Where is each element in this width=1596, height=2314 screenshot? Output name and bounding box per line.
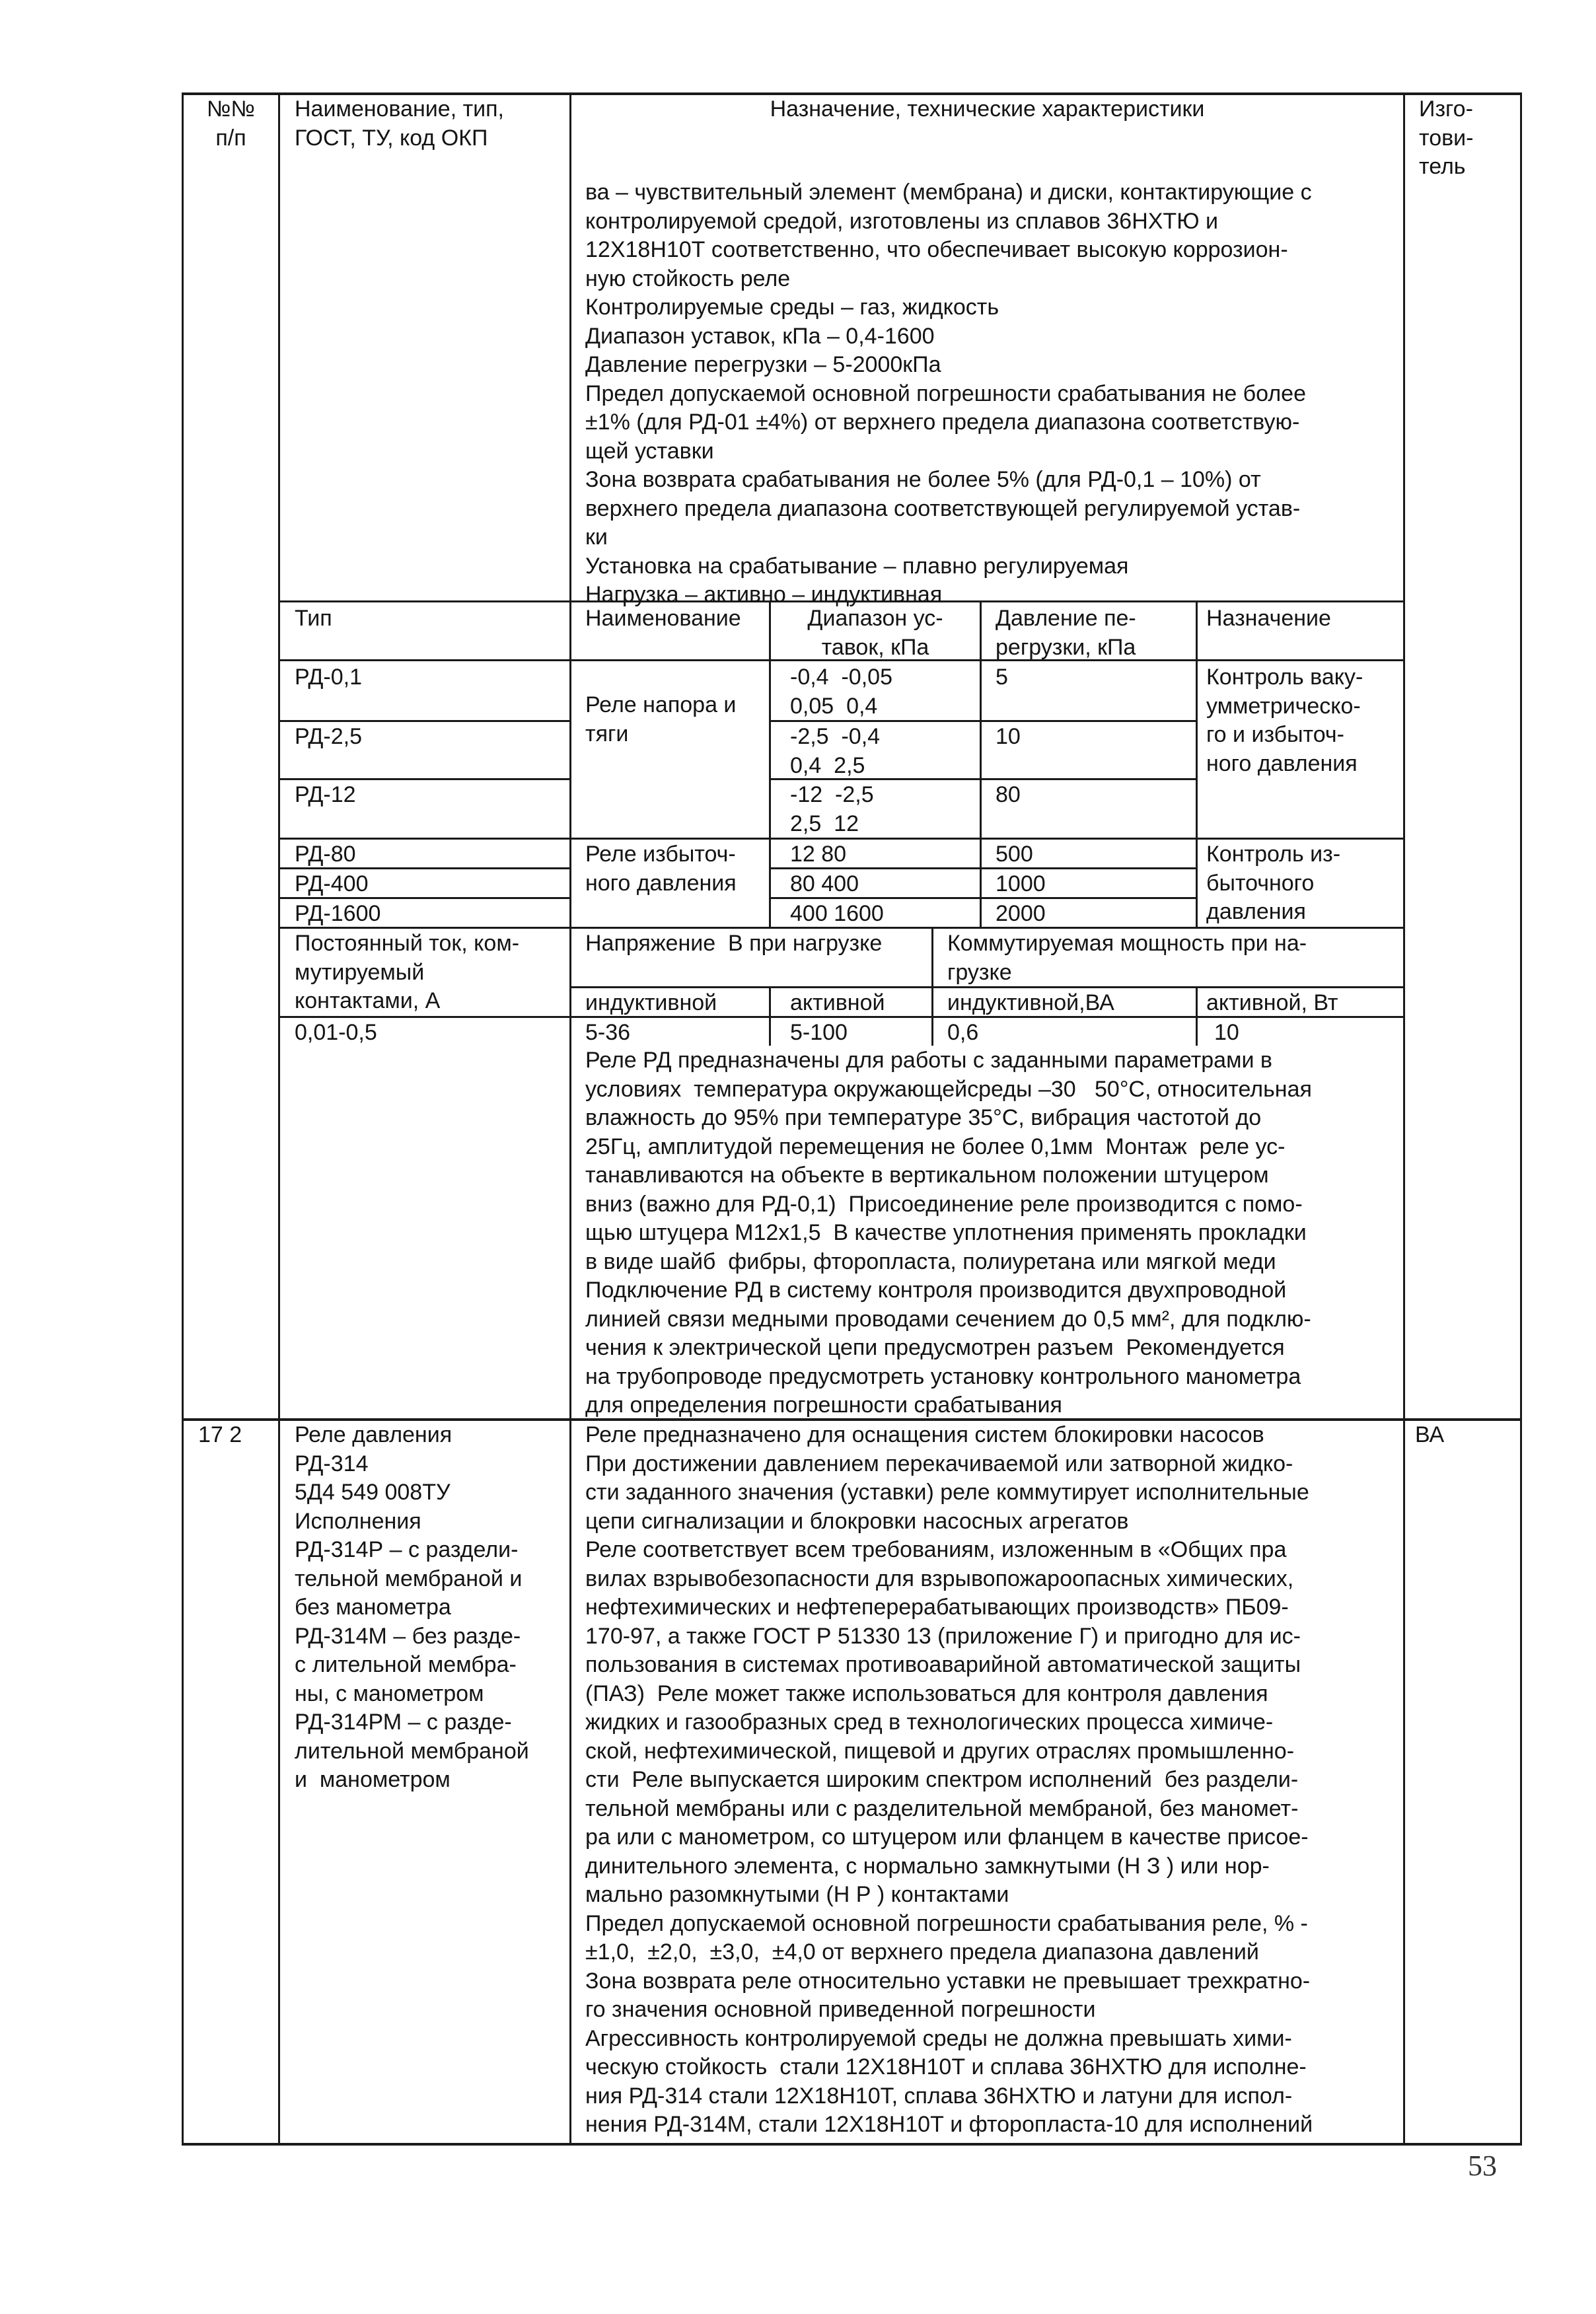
group-purpose-draft: Контроль ваку- умметрическо- го и избыточ- ного давления	[1206, 665, 1363, 776]
range-rd-12: -12 -2,5 2,5 12	[790, 782, 874, 836]
power-inductive-value: 0,6	[947, 1020, 979, 1045]
table-bottom-border	[182, 2143, 1522, 2146]
col-divider	[182, 92, 184, 2145]
group-name-draft: Реле напора и тяги	[585, 692, 737, 746]
header-name: Наименование, тип, ГОСТ, ТУ, код ОКП	[295, 96, 505, 151]
power-label: Коммутируемая мощность при на- грузке	[947, 931, 1307, 985]
type-rd-0-1: РД-0,1	[295, 665, 363, 690]
row-device-name: Реле давления РД-314 5Д4 549 008ТУ Исполнения РД-314Р – с раздели- тельной мембраной и без манометра РД-314М – без разде- с лительной мембра- ны, с манометром РД-314РМ – с разде- лительной мембраной и манометром	[295, 1422, 529, 1792]
range-rd-80: 12 80	[790, 842, 847, 867]
range-rd-1600: 400 1600	[790, 901, 884, 926]
voltage-inductive-value: 5-36	[585, 1020, 631, 1045]
power-active-header: активной, Вт	[1206, 990, 1338, 1015]
col-divider	[569, 92, 571, 2145]
subtable-header-name: Наименование	[585, 606, 741, 631]
voltage-label: Напряжение В при нагрузке	[585, 931, 883, 956]
voltage-active-header: активной	[790, 990, 885, 1015]
subtable-vline	[1196, 600, 1198, 927]
subtable-vline	[769, 986, 771, 1046]
subtable-vline	[980, 600, 982, 927]
subtable-vline	[1196, 986, 1198, 1046]
col-divider	[1403, 92, 1405, 2145]
group-name-excess: Реле избыточ- ного давления	[585, 842, 737, 896]
subtable-header-overload: Давление пе- регрузки, кПа	[996, 606, 1136, 660]
header-purpose: Назначение, технические характеристики	[770, 96, 1205, 122]
subtable-vline	[931, 986, 933, 1046]
power-active-value: 10	[1214, 1020, 1239, 1045]
type-rd-1600: РД-1600	[295, 901, 381, 926]
rd-notes: Реле РД предназначены для работы с заданными параметрами в условиях температура окружающейсреды –30 50°С, относительная влажность до 95% при температуре 35°С, вибрация частотой до 25Гц, амплитудой перемещения не более 0,1мм Монтаж реле ус- танавливаются на объекте в вертикальном положении штуцером вниз (важно для РД-0,1) Присоединение реле производится с помо- щью штуцера М12х1,5 В качестве уплотнения применять прокладки в виде шайб фибры, фторопласта, полиуретана или мягкой меди Подключение РД в систему контроля производится двухпроводной линией связи медными проводами сечением до 0,5 мм², для подклю- чения к электрической цепи предусмотрен разъем Рекомендуется на трубопроводе предусмотреть установку контрольного манометра для определения погрешности срабатывания	[585, 1048, 1312, 1418]
group-purpose-excess: Контроль из- быточного давления	[1206, 842, 1341, 924]
continued-description: ва – чувствительный элемент (мембрана) и диски, контактирующие с контролируемой средой, изготовлены из сплавов 36НХТЮ и 12Х18Н10Т соответственно, что обеспечивает высокую коррозион- ную стойкость реле Контролируемые среды – газ, жидкость Диапазон уставок, кПа – 0,4-1600 Давление перегрузки – 5-2000кПа Предел допускаемой основной погрешности срабатывания не более ±1% (для РД-01 ±4%) от верхнего предела диапазона соответствую- щей уставки Зона возврата срабатывания не более 5% (для РД-0,1 – 10%) от верхнего предела диапазона соответствующей регулируемой устав- ки Установка на срабатывание – плавно регулируемая Нагрузка – активно – индуктивная	[585, 180, 1312, 607]
overload-rd-2-5: 10	[996, 724, 1021, 749]
range-rd-0-1: -0,4 -0,05 0,05 0,4	[790, 665, 892, 719]
voltage-inductive-header: индуктивной	[585, 990, 717, 1015]
col-divider	[278, 92, 280, 2145]
subtable-header-type: Тип	[295, 606, 332, 631]
overload-rd-12: 80	[996, 782, 1021, 807]
type-rd-400: РД-400	[295, 871, 369, 896]
page-number: 53	[1468, 2150, 1497, 2182]
subtable-header-purpose: Назначение	[1206, 606, 1331, 631]
overload-rd-400: 1000	[996, 871, 1046, 896]
type-rd-2-5: РД-2,5	[295, 724, 363, 749]
type-rd-12: РД-12	[295, 782, 356, 807]
row-description: Реле предназначено для оснащения систем блокировки насосов При достижении давлением перекачиваемой или затворной жидко- сти заданного значения (уставки) реле коммутирует исполнительные цепи сигнализации и блокровки насосных агрегатов Реле соответствует всем требованиям, изложенным в «Общих пра вилах взрывобезопасности для взрывопожароопасных химических, нефтехимических и нефтеперерабатывающих производств» ПБ09- 170-97, а также ГОСТ Р 51330 13 (приложение Г) и пригодно для ис- пользования в системах противоаварийной автоматической защиты (ПАЗ) Реле может также использоваться для контроля давления жидких и газообразных сред в технологических процесса химиче- ской, нефтехимической, пищевой и других отраслях промышленно- сти Реле выпускается широким спектром исполнений без раздели- тельной мембраны или с разделительной мембраной, без маномет- ра или с манометром, со штуцером или фланцем в качестве присое- динительного элемента, с нормально замкнутыми (Н З ) или нор- мально разомкнутыми (Н Р ) контактами Предел допускаемой основной погрешности срабатывания реле, % - ±1,0, ±2,0, ±3,0, ±4,0 от верхнего предела диапазона давлений Зона возврата реле относительно уставки не превышает трехкратно- го значения основной приведенной погрешности Агрессивность контролируемой среды не должна превышать хими- ческую стойкость стали 12Х18Н10Т и сплава 36НХТЮ для исполне- ния РД-314 стали 12Х18Н10Т, сплава 36НХТЮ и латуни для испол- нения РД-314М, стали 12Х18Н10Т и фторопласта-10 для исполнений	[585, 1422, 1313, 2137]
col-divider	[1520, 92, 1522, 2145]
header-maker: Изго- тови- тель	[1419, 96, 1474, 179]
current-value: 0,01-0,5	[295, 1020, 377, 1045]
row-number: 17 2	[198, 1422, 242, 1447]
overload-rd-1600: 2000	[996, 901, 1046, 926]
row-maker: ВА	[1415, 1422, 1445, 1447]
header-num: №№ п/п	[207, 96, 255, 151]
type-rd-80: РД-80	[295, 842, 356, 867]
subtable-line	[278, 778, 569, 780]
current-label: Постоянный ток, ком- мутируемый контактами, А	[295, 931, 520, 1013]
voltage-active-value: 5-100	[790, 1020, 848, 1045]
subtable-header-range: Диапазон ус- тавок, кПа	[807, 606, 943, 660]
subtable-line	[278, 720, 569, 722]
range-rd-400: 80 400	[790, 871, 859, 896]
overload-rd-0-1: 5	[996, 665, 1008, 690]
overload-rd-80: 500	[996, 842, 1033, 867]
subtable-vline	[931, 927, 933, 986]
power-inductive-header: индуктивной,ВА	[947, 990, 1114, 1015]
range-rd-2-5: -2,5 -0,4 0,4 2,5	[790, 724, 881, 778]
